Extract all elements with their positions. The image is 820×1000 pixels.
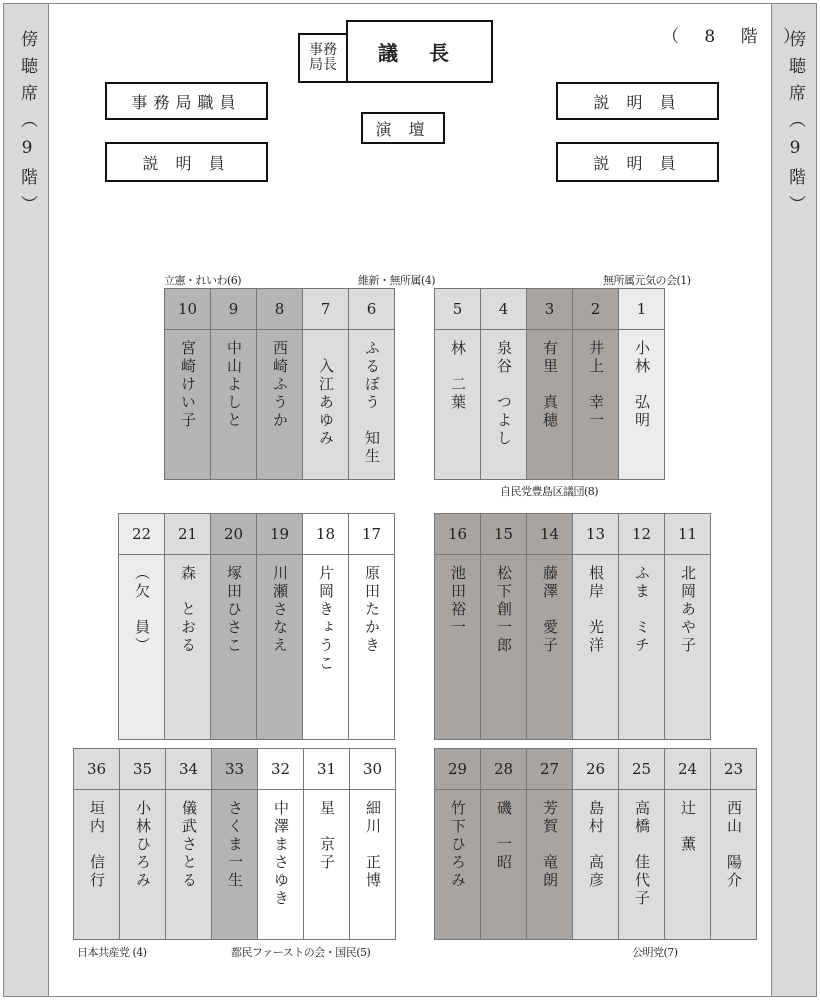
seat-number: 19 <box>257 514 302 555</box>
member-name: 川瀬さなえ <box>271 565 289 655</box>
seat <box>480 514 526 739</box>
gallery-left <box>3 3 49 997</box>
seat-number: 27 <box>527 749 572 790</box>
seat-number: 10 <box>165 289 210 330</box>
gallery-right-label: 傍聴席（9階） <box>785 30 805 222</box>
seat <box>710 749 756 939</box>
member-name: 松下創一郎 <box>495 565 513 655</box>
member-name: 中澤まさゆき <box>272 800 290 908</box>
party-label-jimin: 自民党豊島区議団(8) <box>500 485 599 498</box>
member-name: 細川 正博 <box>364 800 382 890</box>
member-name: ふるぼう 知生 <box>363 340 381 466</box>
member-name: 星 京子 <box>318 800 336 872</box>
seat <box>572 514 618 739</box>
member-name: 森 とおる <box>179 565 197 655</box>
explainer-box-right-top <box>556 82 719 120</box>
seat-number: 21 <box>165 514 210 555</box>
member-name: 北岡あや子 <box>679 565 697 655</box>
seat <box>165 289 210 479</box>
seat <box>302 289 348 479</box>
explainer-box-left <box>105 142 268 182</box>
seat <box>572 289 618 479</box>
seat-block-row1-right <box>434 288 665 480</box>
seat <box>618 289 664 479</box>
seat-number: 18 <box>303 514 348 555</box>
explainer-label: 説 明 員 <box>593 153 682 173</box>
party-label-komei: 公明党(7) <box>632 946 678 959</box>
seat <box>526 514 572 739</box>
seat-number: 20 <box>211 514 256 555</box>
seat-number: 12 <box>619 514 664 555</box>
gallery-left-label: 傍聴席（9階） <box>17 30 37 222</box>
member-name: 小林ひろみ <box>134 800 152 890</box>
podium-box <box>361 112 445 144</box>
seat <box>526 289 572 479</box>
seat-number: 7 <box>303 289 348 330</box>
seat <box>349 749 395 939</box>
member-name: 泉谷 つよし <box>495 340 513 448</box>
secretary-general-label-2: 局長 <box>309 57 337 73</box>
seat <box>435 514 480 739</box>
member-name: （欠 員） <box>133 565 151 655</box>
seat <box>618 749 664 939</box>
seat-number: 17 <box>349 514 394 555</box>
seat-number: 23 <box>711 749 756 790</box>
member-name: 入江あゆみ <box>317 340 335 448</box>
member-name: 小林 弘明 <box>633 340 651 430</box>
podium-label: 演 壇 <box>375 119 431 139</box>
seat-number: 8 <box>257 289 302 330</box>
seat-number: 25 <box>619 749 664 790</box>
seat-number: 11 <box>665 514 710 555</box>
member-name: 高橋 佳代子 <box>633 800 651 908</box>
seat <box>572 749 618 939</box>
seat <box>303 749 349 939</box>
seat <box>256 289 302 479</box>
seat <box>165 749 211 939</box>
explainer-box-right-bottom <box>556 142 719 182</box>
member-name: 根岸 光洋 <box>587 565 605 655</box>
member-name: 中山よしと <box>225 340 243 430</box>
seat-block-row3-right <box>434 748 757 940</box>
member-name: 宮崎けい子 <box>179 340 197 430</box>
party-label-rikken: 立憲・れいわ(6) <box>164 274 242 287</box>
seat-number: 13 <box>573 514 618 555</box>
seat <box>164 514 210 739</box>
party-label-genki: 無所属元気の会(1) <box>603 274 691 287</box>
member-name: 藤澤 愛子 <box>541 565 559 655</box>
member-name: 垣内 信行 <box>88 800 106 890</box>
seat <box>119 514 164 739</box>
secretary-general-box <box>298 33 348 83</box>
seat <box>210 514 256 739</box>
seat-number: 16 <box>435 514 480 555</box>
seat-number: 29 <box>435 749 480 790</box>
member-name: 西崎ふうか <box>271 340 289 430</box>
seat <box>526 749 572 939</box>
staff-label: 事務局職員 <box>131 92 242 112</box>
seat-number: 31 <box>304 749 349 790</box>
seat <box>210 289 256 479</box>
seat <box>257 749 303 939</box>
seat-block-row3-left <box>73 748 396 940</box>
member-name: 片岡きょうこ <box>317 565 335 673</box>
member-name: 井上 幸一 <box>587 340 605 430</box>
seat-number: 33 <box>212 749 257 790</box>
seat-number: 28 <box>481 749 526 790</box>
seat-number: 35 <box>120 749 165 790</box>
seat <box>348 289 394 479</box>
member-name: 林 二葉 <box>449 340 467 412</box>
seat <box>480 289 526 479</box>
seat-number: 4 <box>481 289 526 330</box>
seat-number: 6 <box>349 289 394 330</box>
seat <box>664 749 710 939</box>
member-name: 島村 高彦 <box>587 800 605 890</box>
seat-number: 22 <box>119 514 164 555</box>
staff-box <box>105 82 268 120</box>
secretary-general-label-1: 事務 <box>309 42 337 58</box>
seat <box>664 514 710 739</box>
seat-number: 15 <box>481 514 526 555</box>
seat <box>74 749 119 939</box>
seat <box>348 514 394 739</box>
member-name: 池田裕一 <box>449 565 467 637</box>
party-label-ishin: 維新・無所属(4) <box>358 274 436 287</box>
member-name: ふま ミチ <box>633 565 651 655</box>
seat <box>119 749 165 939</box>
seat-number: 9 <box>211 289 256 330</box>
chair-label: 議 長 <box>378 41 461 65</box>
seat-number: 36 <box>74 749 119 790</box>
party-label-kyosan: 日本共産党 (4) <box>77 946 147 959</box>
seat <box>435 289 480 479</box>
seat-number: 2 <box>573 289 618 330</box>
seat-number: 24 <box>665 749 710 790</box>
explainer-label: 説 明 員 <box>593 92 682 112</box>
seat <box>256 514 302 739</box>
member-name: 辻 薫 <box>679 800 697 854</box>
member-name: 西山 陽介 <box>725 800 743 890</box>
seat-number: 14 <box>527 514 572 555</box>
member-name: 原田たかき <box>363 565 381 655</box>
seat-number: 26 <box>573 749 618 790</box>
seat-number: 5 <box>435 289 480 330</box>
seat-number: 34 <box>166 749 211 790</box>
member-name: 有里 真穂 <box>541 340 559 430</box>
member-name: 塚田ひさこ <box>225 565 243 655</box>
explainer-label: 説 明 員 <box>142 153 231 173</box>
member-name: さくま一生 <box>226 800 244 890</box>
chair-box <box>346 20 493 83</box>
member-name: 竹下ひろみ <box>449 800 467 890</box>
party-label-tomin: 都民ファーストの会・国民(5) <box>231 946 371 959</box>
seat-number: 30 <box>350 749 395 790</box>
seat-number: 1 <box>619 289 664 330</box>
seat-number: 3 <box>527 289 572 330</box>
seat-block-row1-left <box>164 288 395 480</box>
seat-number: 32 <box>258 749 303 790</box>
member-name: 芳賀 竜朗 <box>541 800 559 890</box>
seat <box>480 749 526 939</box>
seat-block-row2-left <box>118 513 395 740</box>
seat <box>618 514 664 739</box>
seat <box>211 749 257 939</box>
member-name: 儀武さとる <box>180 800 198 890</box>
seat <box>435 749 480 939</box>
gallery-right <box>771 3 817 997</box>
floor-label: （ 8 階 ） <box>662 27 811 47</box>
seat <box>302 514 348 739</box>
member-name: 磯 一昭 <box>495 800 513 872</box>
seat-block-row2-right <box>434 513 711 740</box>
